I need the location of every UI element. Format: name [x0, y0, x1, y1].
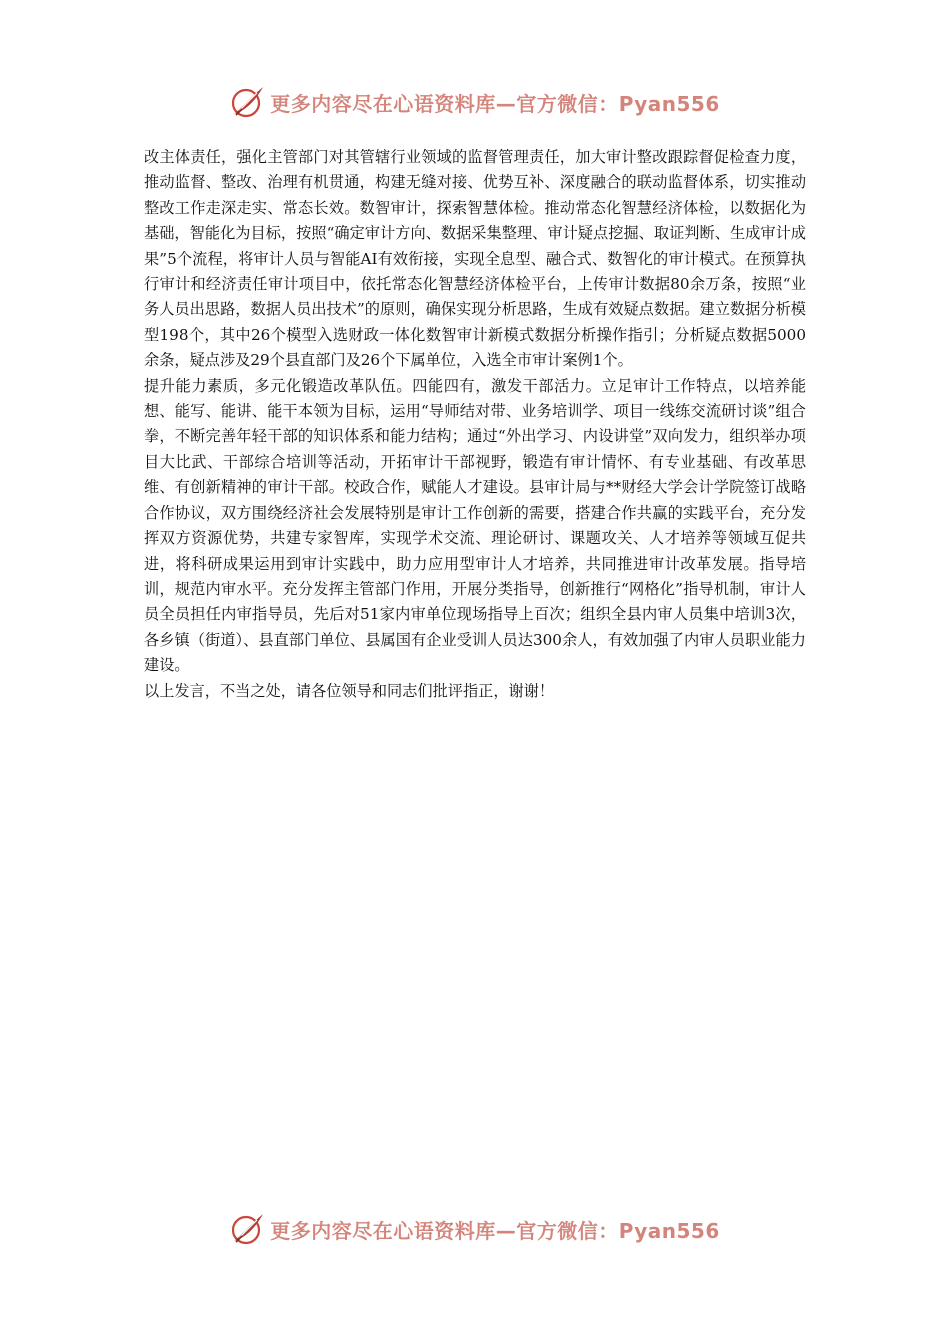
- paragraph-1: 改主体责任，强化主管部门对其管辖行业领域的监督管理责任，加大审计整改跟踪督促检查力度，推动监督、整改、治理有机贯通，构建无缝对接、优势互补、深度融合的联动监督体系，切实推动整改工作走深走实、常态长效。数智审计，探索智慧体检。推动常态化智慧经济体检，以数据化为基础，智能化为目标，按照“确定审计方向、数据采集整理、审计疑点挖掘、取证判断、生成审计成果”5个流程，将审计人员与智能AI有效衔接，实现全息型、融合式、数智化的审计模式。在预算执行审计和经济责任审计项目中，依托常态化智慧经济体检平台，上传审计数据80余万条，按照“业务人员出思路，数据人员出技术”的原则，确保实现分析思路，生成有效疑点数据。建立数据分析模型198个，其中26个模型入选财政一体化数智审计新模式数据分析操作指引；分析疑点数据5000余条，疑点涉及29个县直部门及26个下属单位，入选全市审计案例1个。: [144, 148, 806, 370]
- quill-logo-icon: [230, 1211, 266, 1247]
- header-banner: [0, 82, 950, 122]
- footer-banner-text: 更多内容尽在心语资料库—官方微信：Pyan556: [270, 1218, 720, 1243]
- paragraph-3: 以上发言，不当之处，请各位领导和同志们批评指正，谢谢！: [144, 681, 555, 700]
- footer-banner: [0, 1209, 950, 1249]
- quill-logo-icon: [230, 84, 266, 120]
- paragraph-2: 提升能力素质，多元化锻造改革队伍。四能四有，激发干部活力。立足审计工作特点，以培养能想、能写、能讲、能干本领为目标，运用“导师结对带、业务培训学、项目一线练交流研讨谈”组合拳，不断完善年轻干部的知识体系和能力结构；通过“外出学习、内设讲堂”双向发力，组织举办项目大比武、干部综合培训等活动，开拓审计干部视野，锻造有审计情怀、有专业基础、有改革思维、有创新精神的审计干部。校政合作，赋能人才建设。县审计局与**财经大学会计学院签订战略合作协议，双方围绕经济社会发展特别是审计工作创新的需要，搭建合作共赢的实践平台，充分发挥双方资源优势，共建专家智库，实现学术交流、理论研讨、课题攻关、人才培养等领域互促共进，将科研成果运用到审计实践中，助力应用型审计人才培养，共同推进审计改革发展。指导培训，规范内审水平。充分发挥主管部门作用，开展分类指导，创新推行“网格化”指导机制，审计人员全员担任内审指导员，先后对51家内审单位现场指导上百次；组织全县内审人员集中培训3次，各乡镇（街道）、县直部门单位、县属国有企业受训人员达300余人，有效加强了内审人员职业能力建设。: [144, 376, 806, 675]
- header-banner-text: 更多内容尽在心语资料库—官方微信：Pyan556: [270, 91, 720, 116]
- document-body: [144, 145, 806, 704]
